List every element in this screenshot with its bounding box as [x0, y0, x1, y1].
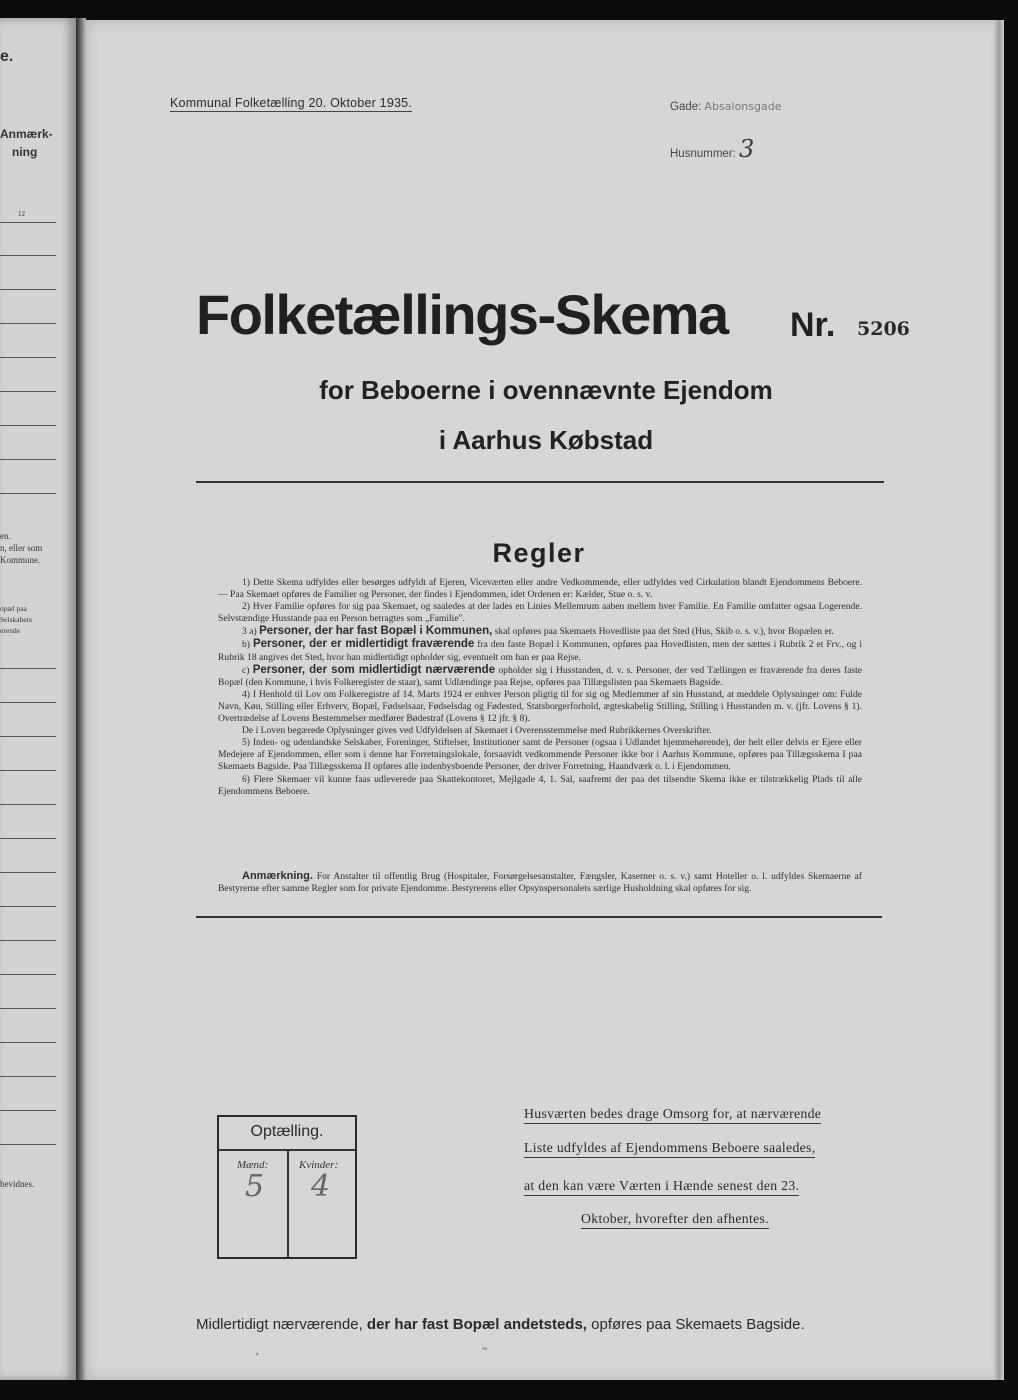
rule-3c-heading: Personer, der som midlertidigt nærværende [252, 663, 496, 676]
stray-mark: ~ [482, 1344, 488, 1355]
gade-field [670, 100, 781, 113]
left-page-fragment: n, eller som [0, 543, 43, 553]
notice-line: at den kan være Værten i Hænde senest den 23. [524, 1178, 799, 1196]
remark-block [218, 870, 862, 895]
remark-text: For Anstalter til offentlig Brug (Hospitaler, Forsørgelsesanstalter, Fængsler, Kaserner o. s. v.) samt Hoteller o. l. udfyldes Skemaerne af Bestyrerne efter samme Regler som for private Ejendomme. Bestyrerens eller Opsynspersonalets særlige Husholdning skal opføres for sig. [218, 871, 862, 895]
left-page-rule [0, 736, 56, 737]
tally-title: Optælling. [250, 1123, 324, 1140]
footer-part-1: Midlertidigt nærværende, [196, 1316, 363, 1333]
rule-3b-heading: Personer, der er midlertidigt fraværende [252, 638, 475, 651]
rule-3a-heading: Personer, der har fast Bopæl i Kommunen, [259, 625, 493, 638]
census-form-page [86, 20, 1002, 1380]
left-page-rule [0, 702, 56, 703]
census-title: Kommunal Folketælling 20. Oktober 1935. [170, 96, 412, 110]
left-page-rule [0, 838, 56, 839]
rules-heading: Regler [492, 538, 586, 568]
stray-mark: , [256, 1346, 259, 1357]
men-label: Mænd: [237, 1159, 269, 1171]
rule-1: 1) Dette Skema udfyldes eller besørges udfyldt af Ejeren, Viceværten eller andre Vedkommende, eller udfyldes ved Cirkulation blandt Ejendommens Beboere. — Paa Skemaet opføres de Familier og Personer, der findes i Ejendommen, idet Ordenen er: Kælder, Stue o. s. v. [218, 577, 862, 601]
tally-column-divider [287, 1150, 289, 1257]
women-label: Kvinder: [299, 1159, 339, 1171]
form-number-value: 5206 [857, 318, 910, 340]
left-page-fragment: Kommune. [0, 555, 41, 565]
page-edge [994, 20, 1004, 1380]
form-title: Folketællings-Skema [196, 283, 728, 346]
gade-label: Gade: [670, 101, 702, 113]
rule-2: 2) Hver Familie opføres for sig paa Skemaet, og saaledes at der lades en Linies Mellemrum aaben mellem hver Familie. En Familie omfatter ogsaa Logerende. Selvstændige Husstande paa en Person betragtes som „Familie". [218, 601, 862, 625]
rule-6: 6) Flere Skemaer vil kunne faas udleverede paa Skattekontoret, Mejlgade 4, 1. Sal, saafremt der paa det tilsendte Skema ikke er tilstrækkelig Plads til alle Ejendommens Beboere. [218, 773, 862, 797]
rule-5: 5) Inden- og udenlandske Selskaber, Foreninger, Stiftelser, Institutioner samt de Personer (ogsaa i Udlandet hjemmehørende), der helt eller delvis er Ejere eller Medejere af Ejendommen, eller som i denne har Forretningslokale, forsaavidt vedkommende Personer ikke bor i Aarhus Kommune, opføres paa Tillægsskema I paa Skemaets Bagside. Paa Tillægsskema II opføres alle indenbysboende Personer, der driver Forretning, Haandværk o. l. i Ejendommen. [218, 737, 862, 773]
men-count: 5 [245, 1169, 265, 1204]
husnummer-field [670, 135, 754, 163]
left-page-rule [0, 940, 56, 941]
left-page-fragment: erende [0, 626, 20, 635]
form-subtitle: for Beboerne i ovennævnte Ejendom [319, 375, 773, 405]
left-page-fragment: opæl paa [0, 604, 27, 613]
left-page-heading-fragment: e. [0, 48, 14, 65]
footer-part-3: opføres paa Skemaets Bagside. [591, 1316, 805, 1333]
left-page-rule [0, 493, 56, 494]
left-page-rule [0, 668, 56, 669]
left-page-rule [0, 770, 56, 771]
remark-label: Anmærkning. [242, 870, 313, 882]
husnummer-label: Husnummer: [670, 148, 736, 160]
divider [196, 481, 884, 483]
left-page-rule [0, 872, 56, 873]
left-page-fragment: bevidnes. [0, 1179, 35, 1189]
left-page-rule [0, 289, 56, 290]
left-page-rule [0, 974, 56, 975]
left-page-rule [0, 1144, 56, 1145]
women-count: 4 [311, 1169, 331, 1204]
left-page-rule [0, 255, 56, 256]
left-page-column-header: Anmærk- [0, 127, 53, 141]
left-page-rule [0, 357, 56, 358]
left-page-rule [0, 1076, 56, 1077]
left-page-column-header-2: ning [12, 145, 38, 159]
notice-line: Oktober, hvorefter den afhentes. [581, 1211, 769, 1229]
left-page-rule [0, 323, 56, 324]
husnummer-value: 3 [739, 135, 755, 163]
notice-line: Husværten bedes drage Omsorg for, at nærværende [524, 1106, 821, 1124]
left-page-rule [0, 804, 56, 805]
rule-3c: c) Personer, der som midlertidigt nærværende opholder sig i Husstanden, d. v. s. Personer, der ved Tællingen er fraværende fra deres faste Bopæl (den Kommune, i hvis Folkeregister de staar), samt Udlændinge paa Rejse, opføres paa Tillægslisten paa Skemaets Bagside. [218, 663, 862, 688]
divider [196, 916, 882, 918]
tally-box [217, 1115, 357, 1259]
rules-text [218, 577, 862, 798]
footer-part-2: der har fast Bopæl andetsteds, [366, 1316, 587, 1333]
left-page-rule [0, 1110, 56, 1111]
left-page-rule [0, 906, 56, 907]
left-page [0, 18, 76, 1380]
rule-3b: b) Personer, der er midlertidigt fraværende fra den faste Bopæl i Kommunen, opføres paa Hovedlisten, men der sættes i Rubrik 2 et Frv., og i Rubrik 18 angives det Sted, hvor han midlertidigt opholder sig, eventuelt om han er paa Rejse. [218, 638, 862, 663]
footer-note [196, 1316, 986, 1333]
left-page-rule [0, 459, 56, 460]
rule-4: 4) I Henhold til Lov om Folkeregistre af 14. Marts 1924 er enhver Person pligtig til for sig og Medlemmer af sin Husstand, at meddele Oplysninger om: Fulde Navn, Køn, Stilling eller Erhverv, Bopæl, Fødselsaar, Fødselsdag og Fødested, Statsborgerforhold, ægteskabelig Stilling, Stilling i Husstanden m. v. (jfr. Lovens § 1). Overtrædelse af Lovens Bestemmelser medfører Bødestraf (Lovens § 12 jfr. § 8). [218, 688, 862, 725]
left-page-fragment: Selskabers [0, 615, 33, 624]
book-spine [76, 18, 86, 1380]
left-page-rule [0, 1008, 56, 1009]
left-page-rule [0, 222, 56, 223]
left-page-column-number: 12 [18, 210, 25, 218]
left-page-rule [0, 1042, 56, 1043]
form-number-label: Nr. [790, 306, 836, 344]
left-page-fragment: en. [0, 531, 11, 541]
gade-value: Absalonsgade [704, 100, 782, 113]
form-subtitle-city: i Aarhus Købstad [438, 425, 654, 455]
rule-4b: De i Loven begærede Oplysninger gives ved Udfyldelsen af Skemaet i Overensstemmelse med Rubrikkernes Overskrifter. [242, 725, 712, 737]
left-page-rule [0, 425, 56, 426]
notice-line: Liste udfyldes af Ejendommens Beboere saaledes, [524, 1140, 815, 1158]
rule-3a: 3 a) Personer, der har fast Bopæl i Kommunen, skal opføres paa Skemaets Hovedliste paa det Sted (Hus, Skib o. s. v.), hvor Bopælen er. [242, 625, 834, 638]
left-page-rule [0, 391, 56, 392]
